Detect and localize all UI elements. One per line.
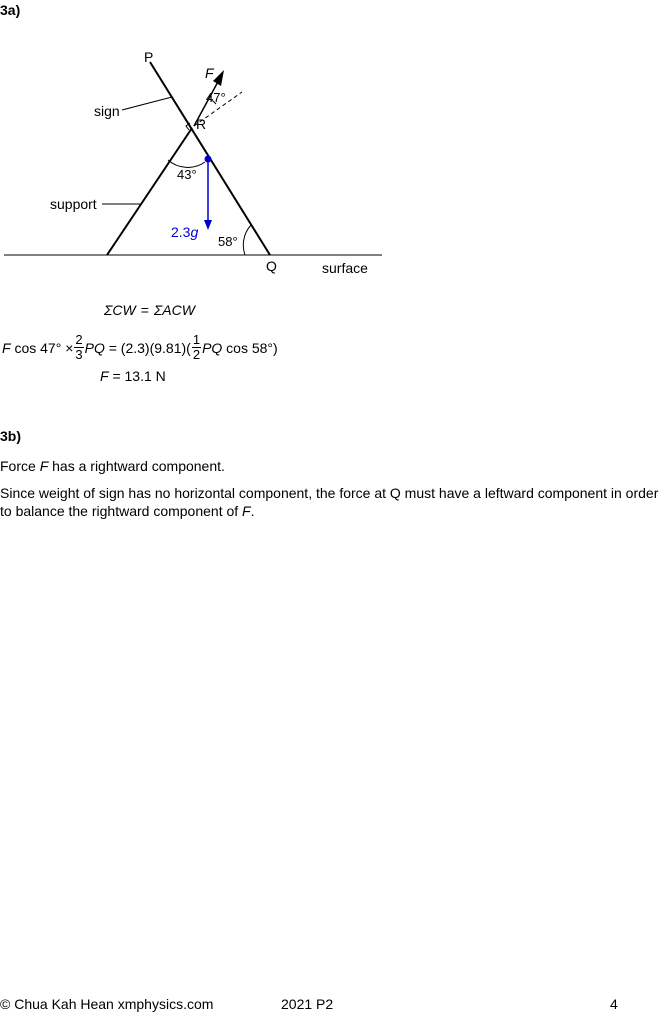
- label-q: Q: [266, 258, 277, 274]
- label-weight-value: 2.3: [171, 224, 191, 240]
- part-b-paragraph-1: [0, 457, 669, 475]
- label-weight-g: g: [190, 224, 199, 240]
- eq2-pq1: PQ: [84, 339, 105, 356]
- p1-f: F: [39, 458, 49, 474]
- p2-end: .: [250, 503, 255, 519]
- eq2-fraction-two-thirds: [74, 334, 83, 361]
- eq2-frac2-num: 1: [192, 332, 201, 347]
- label-58: 58°: [218, 234, 238, 249]
- eq2-frac1-num: 2: [75, 332, 83, 347]
- eq3-f: F: [100, 368, 109, 384]
- part-b-heading: 3b): [0, 428, 21, 444]
- eq1-rhs: ΣACW: [153, 302, 195, 318]
- label-support: support: [50, 196, 97, 212]
- p2-start: Since weight of sign has no horizontal component, the force at Q must have a leftward component in order to balance the rightward component of: [0, 485, 659, 519]
- equation-moments: [104, 302, 195, 318]
- part-a-heading: 3a): [0, 2, 21, 18]
- eq2-end: cos 58°): [222, 339, 278, 356]
- p1-end: has a rightward component.: [48, 458, 225, 474]
- label-43: 43°: [177, 167, 197, 182]
- eq2-fraction-half: [192, 334, 201, 361]
- footer-page-number: 4: [610, 996, 618, 1012]
- equation-result: [100, 368, 166, 384]
- eq2-cos47: cos 47° ×: [10, 339, 74, 356]
- equation-substitution: [2, 334, 278, 361]
- eq3-rest: = 13.1 N: [108, 368, 166, 384]
- angle-58-arc: [243, 225, 251, 255]
- label-47: 47°: [206, 90, 226, 105]
- label-p: P: [144, 49, 154, 65]
- footer-copyright: © Chua Kah Hean xmphysics.com: [0, 996, 214, 1012]
- label-surface: surface: [322, 260, 368, 276]
- eq2-frac1-den: 3: [75, 347, 83, 362]
- eq1-lhs: ΣCW: [104, 302, 136, 318]
- footer-paper: 2021 P2: [281, 996, 334, 1012]
- label-f: F: [205, 65, 214, 81]
- label-r: R: [196, 116, 207, 132]
- label-weight: [171, 224, 198, 240]
- eq2-pq2: PQ: [202, 339, 223, 356]
- sign-leader-line: [122, 97, 172, 110]
- eq1-equals: =: [140, 302, 149, 318]
- force-f-arrowhead: [213, 70, 224, 86]
- eq2-f: F: [2, 339, 11, 356]
- weight-arrowhead: [204, 220, 212, 230]
- eq2-frac2-den: 2: [192, 347, 201, 362]
- p1-start: Force: [0, 458, 40, 474]
- part-b-paragraph-2: [0, 484, 669, 520]
- p2-f: F: [242, 503, 251, 519]
- force-diagram: [0, 40, 400, 285]
- eq2-mid: = (2.3)(9.81)(: [104, 339, 191, 356]
- label-sign: sign: [94, 103, 120, 119]
